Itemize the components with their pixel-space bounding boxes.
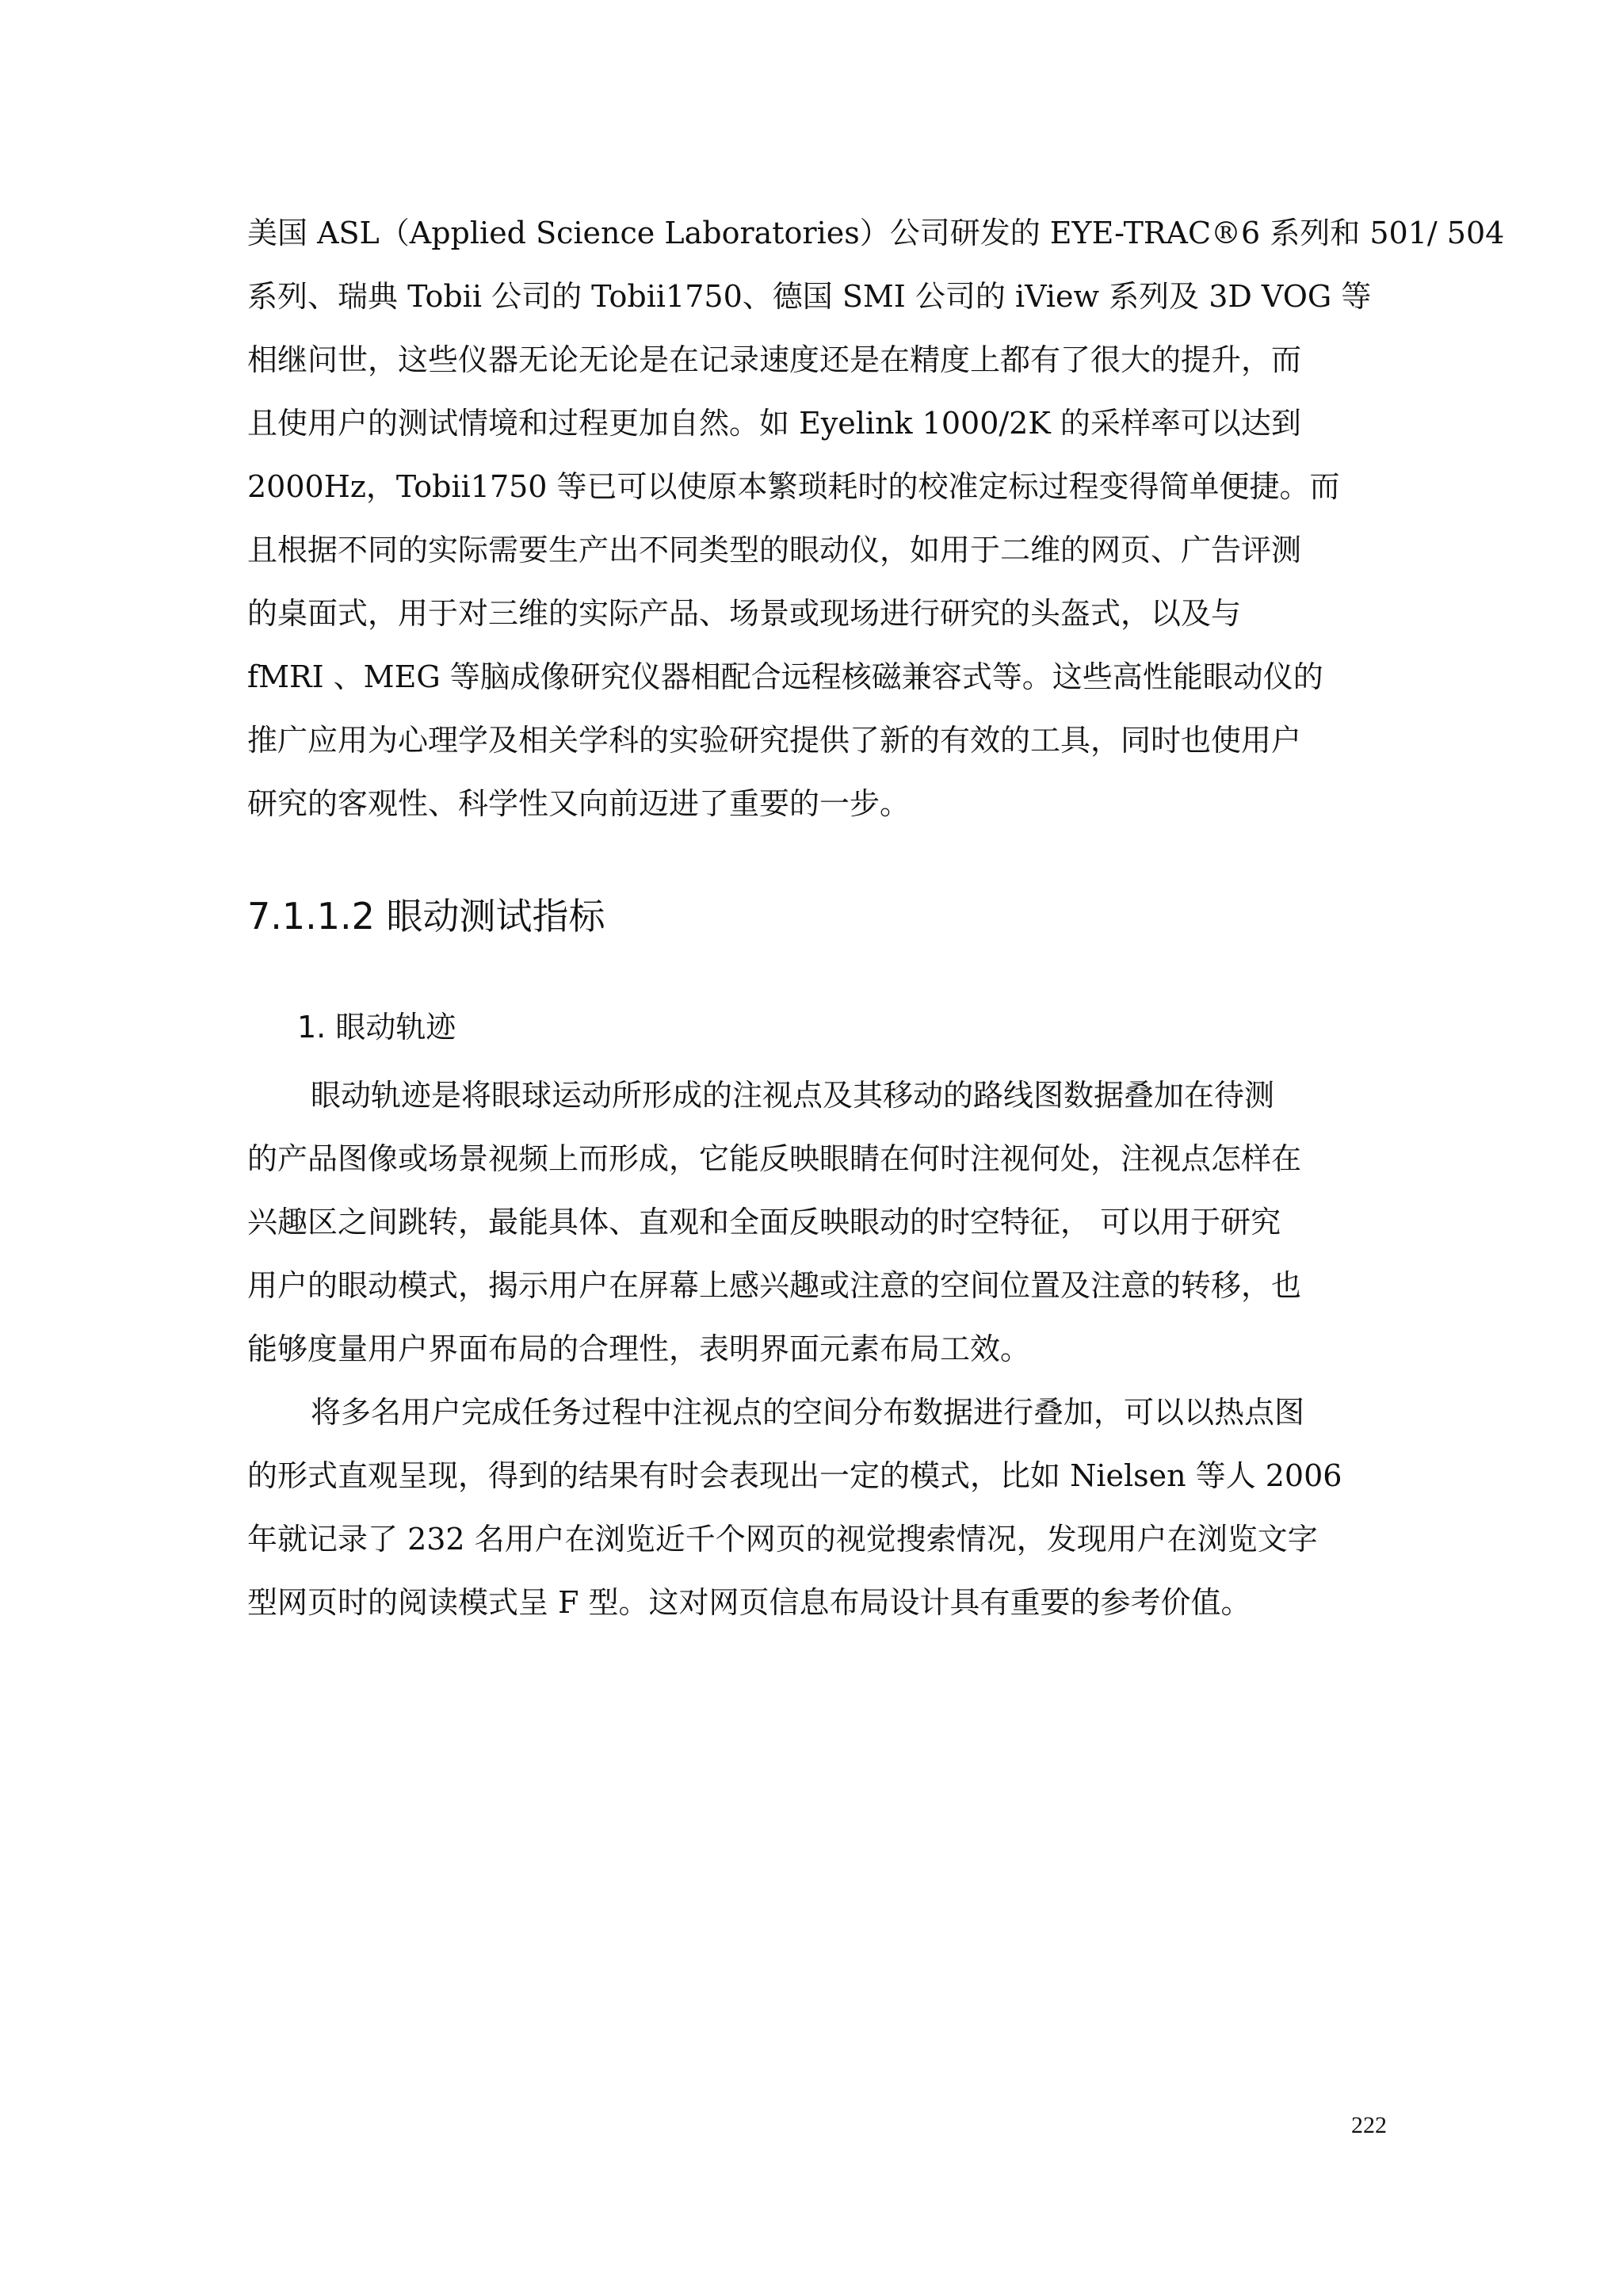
text-line: 系列、瑞典 Tobii 公司的 Tobii1750、德国 SMI 公司的 iView 系列及 3D VOG 等	[247, 279, 1372, 314]
text-line: 兴趣区之间跳转，最能具体、直观和全面反映眼动的时空特征， 可以用于研究	[247, 1205, 1281, 1240]
text-line: 且根据不同的实际需要生产出不同类型的眼动仪，如用于二维的网页、广告评测	[247, 533, 1302, 567]
text-line: 相继问世，这些仪器无论无论是在记录速度还是在精度上都有了很大的提升，而	[247, 342, 1302, 377]
subsection-heading: 1. 眼动轨迹	[297, 1010, 456, 1045]
text-line: 研究的客观性、科学性又向前迈进了重要的一步。	[247, 786, 911, 821]
text-line: 的产品图像或场景视频上而形成，它能反映眼睛在何时注视何处，注视点怎样在	[247, 1141, 1302, 1176]
text-line: 用户的眼动模式，揭示用户在屏幕上感兴趣或注意的空间位置及注意的转移，也	[247, 1268, 1302, 1303]
text-line: 的桌面式，用于对三维的实际产品、场景或现场进行研究的头盔式，以及与	[247, 596, 1242, 631]
page-number: 222	[1351, 2112, 1387, 2138]
text-line: 型网页时的阅读模式呈 F 型。这对网页信息布局设计具有重要的参考价值。	[247, 1585, 1251, 1620]
text-line: 美国 ASL（Applied Science Laboratories）公司研发的 EYE-TRAC®6 系列和 501/ 504	[247, 216, 1505, 250]
text-line: 且使用户的测试情境和过程更加自然。如 Eyelink 1000/2K 的采样率可以达到	[247, 406, 1301, 441]
text-line: 将多名用户完成任务过程中注视点的空间分布数据进行叠加，可以以热点图	[311, 1395, 1305, 1430]
text-line: 推广应用为心理学及相关学科的实验研究提供了新的有效的工具，同时也使用户	[247, 723, 1302, 758]
text-line: 眼动轨迹是将眼球运动所形成的注视点及其移动的路线图数据叠加在待测	[311, 1078, 1275, 1113]
text-line: 年就记录了 232 名用户在浏览近千个网页的视觉搜索情况，发现用户在浏览文字	[247, 1522, 1318, 1557]
section-heading: 7.1.1.2 眼动测试指标	[247, 895, 605, 938]
text-line: 2000Hz，Tobii1750 等已可以使原本繁琐耗时的校准定标过程变得简单便捷。而	[247, 469, 1340, 504]
text-line: 的形式直观呈现，得到的结果有时会表现出一定的模式，比如 Nielsen 等人 2006	[247, 1458, 1342, 1493]
text-line: 能够度量用户界面布局的合理性，表明界面元素布局工效。	[247, 1331, 1031, 1366]
text-line: fMRI 、MEG 等脑成像研究仪器相配合远程核磁兼容式等。这些高性能眼动仪的	[247, 659, 1323, 694]
